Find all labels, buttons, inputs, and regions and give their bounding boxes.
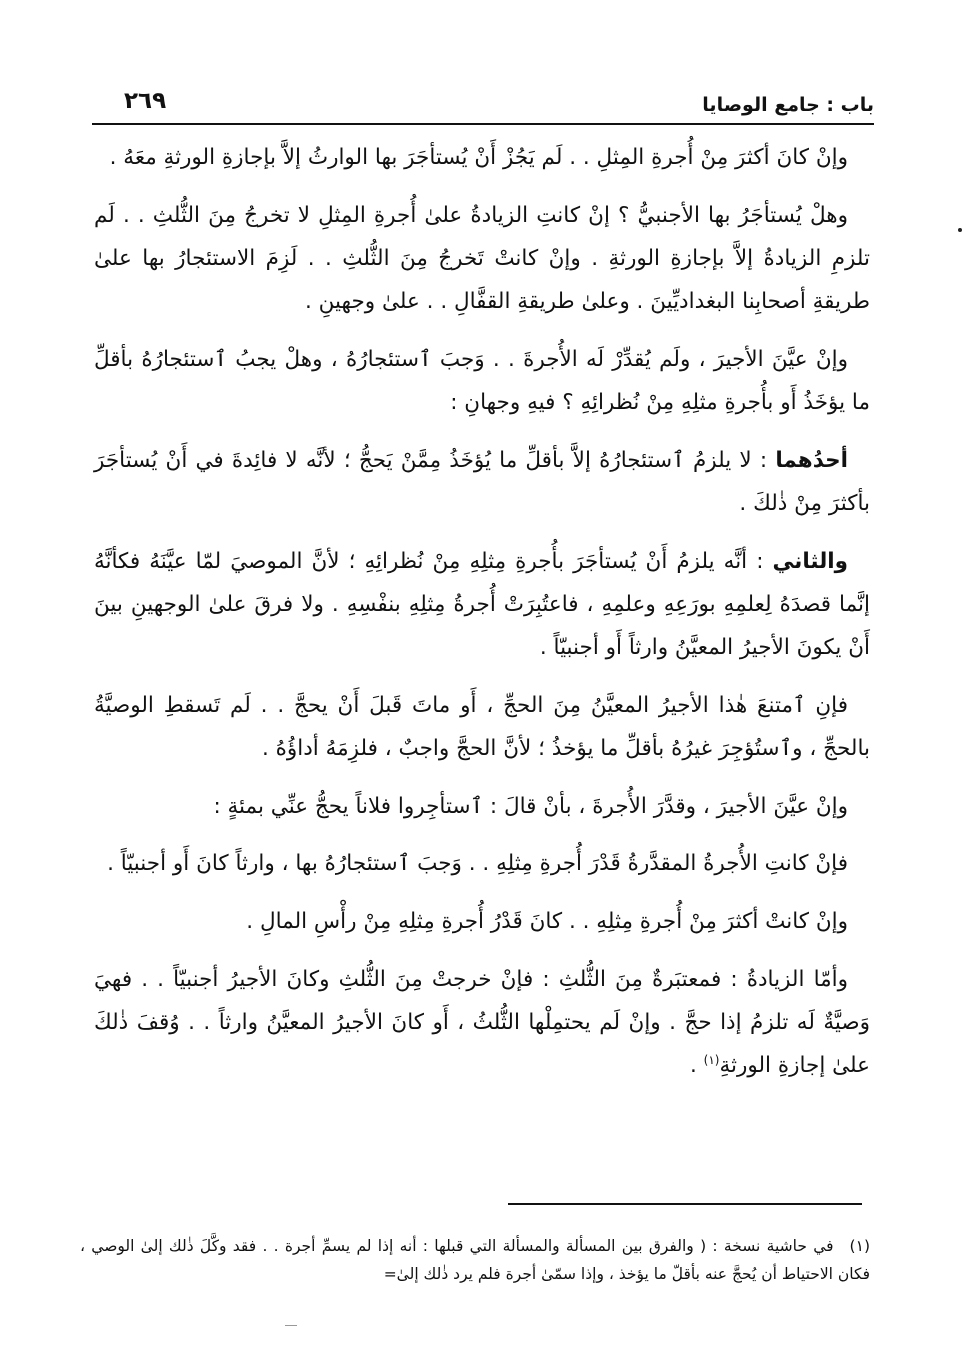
paragraph-text: وهلْ يُستأجَرُ بها الأجنبيُّ ؟ إنْ كانتِ الزيادةُ علىٰ أُجرةِ المِثلِ لا تخرجُ مِنَ الثُّلثِ . . لَم تلزمِ الزيادةُ إلاَّ بإجازةِ الورثةِ . وإنْ كانتْ تَخرجُ مِنَ الثُّلثِ . . لَزِمَ الاستئجارُ بها علىٰ طريقةِ أصحابِنا البغداديِّينَ . وعلىٰ طريقةِ القفَّالِ . . علىٰ وجهينِ . bbox=[94, 203, 870, 314]
paragraph-text: وأمّا الزيادةُ : فمعتبَرةٌ مِنَ الثُّلثِ : فإنْ خرجتْ مِنَ الثُّلثِ وكانَ الأجيرُ أجنبيّاً . . فهيَ وَصيَّةٌ لَه تلزمُ إذا حجَّ . وإنْ لَم يحتمِلْها الثُّلثُ ، أَو كانَ الأجيرُ المعيَّنُ وارثاً . . وُقفَ ذٰلكَ علىٰ إجازةِ الورثةِ bbox=[94, 967, 870, 1078]
page-edge-mark bbox=[285, 1325, 297, 1326]
main-text bbox=[94, 136, 870, 1102]
paragraph-lead: والثاني bbox=[772, 549, 848, 574]
paragraph bbox=[94, 338, 870, 424]
paragraph-text: وإنْ كانتْ أكثرَ مِنْ أُجرةِ مِثلِهِ . . كانَ قَدْرُ أُجرةِ مِثلِهِ مِنْ رأْسِ المالِ . bbox=[246, 909, 848, 934]
running-header bbox=[92, 86, 874, 122]
paragraph-text: وإنْ كانَ أكثرَ مِنْ أُجرةِ المِثلِ . . لَم يَجُزْ أَنْ يُستأجَرَ بها الوارثُ إلاَّ بإجازةِ الورثةِ معَهُ . bbox=[109, 145, 848, 170]
paragraph-tail: . bbox=[689, 1053, 704, 1078]
page-number: ٢٦٩ bbox=[124, 88, 167, 114]
paragraph bbox=[94, 540, 870, 669]
footnote-number: (١) bbox=[849, 1237, 870, 1255]
footnote-text: في حاشية نسخة : ( والفرق بين المسألة والمسألة التي قبلها : أنه إذا لم يسمِّ أجرة . . فقد وكَّلَ ذٰلك إلىٰ الوصي ، فكان الاحتياط أن يُحجَّ عنه بأقلّ ما يؤخذ ، وإذا سمّىٰ أجرة فلم يرد ذٰلك إلىٰ= bbox=[80, 1237, 870, 1283]
paragraph-text: فإنِ ٱمتنعَ هٰذا الأجيرُ المعيَّنُ مِنَ الحجِّ ، أَو ماتَ قَبلَ أَنْ يحجَّ . . لَم تَسقطِ الوصيَّةُ بالحجِّ ، وٱستُؤجِرَ غيرُهُ بأقلِّ ما يؤخذُ ؛ لأنَّ الحجَّ واجبٌ ، فلزِمَهُ أداؤُهُ . bbox=[94, 693, 870, 761]
paragraph bbox=[94, 842, 870, 885]
header-divider bbox=[92, 123, 874, 125]
paragraph-text: وإنْ عيَّنَ الأجيرَ ، ولَم يُقدِّرْ لَه الأُجرةَ . . وَجبَ ٱستئجارُهُ ، وهلْ يجبُ ٱستئجارُهُ بأقلِّ ما يؤخَذُ أَو بأُجرةِ مثلِهِ مِنْ نُظرائِهِ ؟ فيهِ وجهانِ : bbox=[94, 347, 870, 415]
paragraph bbox=[94, 958, 870, 1087]
paragraph bbox=[94, 439, 870, 525]
paragraph-lead: أحدُهما bbox=[775, 448, 848, 473]
margin-dot bbox=[958, 228, 962, 232]
chapter-title: باب : جامع الوصايا bbox=[702, 94, 874, 116]
paragraph-text: : لا يلزمُ ٱستئجارُهُ إلاَّ بأقلِّ ما يُؤخَذُ مِمَّنْ يَحجُّ ؛ لأنَّه لا فائِدةَ في أَنْ يُستأجَرَ بأكثرَ مِنْ ذٰلكَ . bbox=[94, 448, 870, 516]
footnote bbox=[80, 1232, 870, 1288]
paragraph bbox=[94, 900, 870, 943]
paragraph bbox=[94, 194, 870, 323]
paragraph bbox=[94, 785, 870, 828]
paragraph-text: : أنَّه يلزمُ أَنْ يُستأجَرَ بأُجرةِ مِثلِهِ مِنْ نُظرائِهِ ؛ لأنَّ الموصيَ لمّا عيَّنَهُ فكأنَّهُ إنَّما قصدَهُ لِعلمِهِ بورَعِهِ وعلمِهِ ، فاعتُبِرَتْ أُجرةُ مِثلِهِ بنفْسِهِ . ولا فرقَ علىٰ الوجهينِ بينَ أَنْ يكونَ الأجيرُ المعيَّنُ وارثاً أَو أجنبيّاً . bbox=[94, 549, 870, 660]
paragraph bbox=[94, 684, 870, 770]
paragraph bbox=[94, 136, 870, 179]
paragraph-text: وإنْ عيَّنَ الأجيرَ ، وقدَّرَ الأُجرةَ ، بأنْ قالَ : ٱستأجِروا فلاناً يحجُّ عنِّي بمئةٍ : bbox=[213, 794, 848, 819]
footnote-divider bbox=[508, 1203, 862, 1205]
paragraph-text: فإنْ كانتِ الأُجرةُ المقدَّرةُ قَدْرَ أُجرةِ مِثلِهِ . . وَجبَ ٱستئجارُهُ بها ، وارثاً كانَ أَو أجنبيّاً . bbox=[107, 851, 848, 876]
footnote-reference: (١) bbox=[703, 1052, 720, 1067]
